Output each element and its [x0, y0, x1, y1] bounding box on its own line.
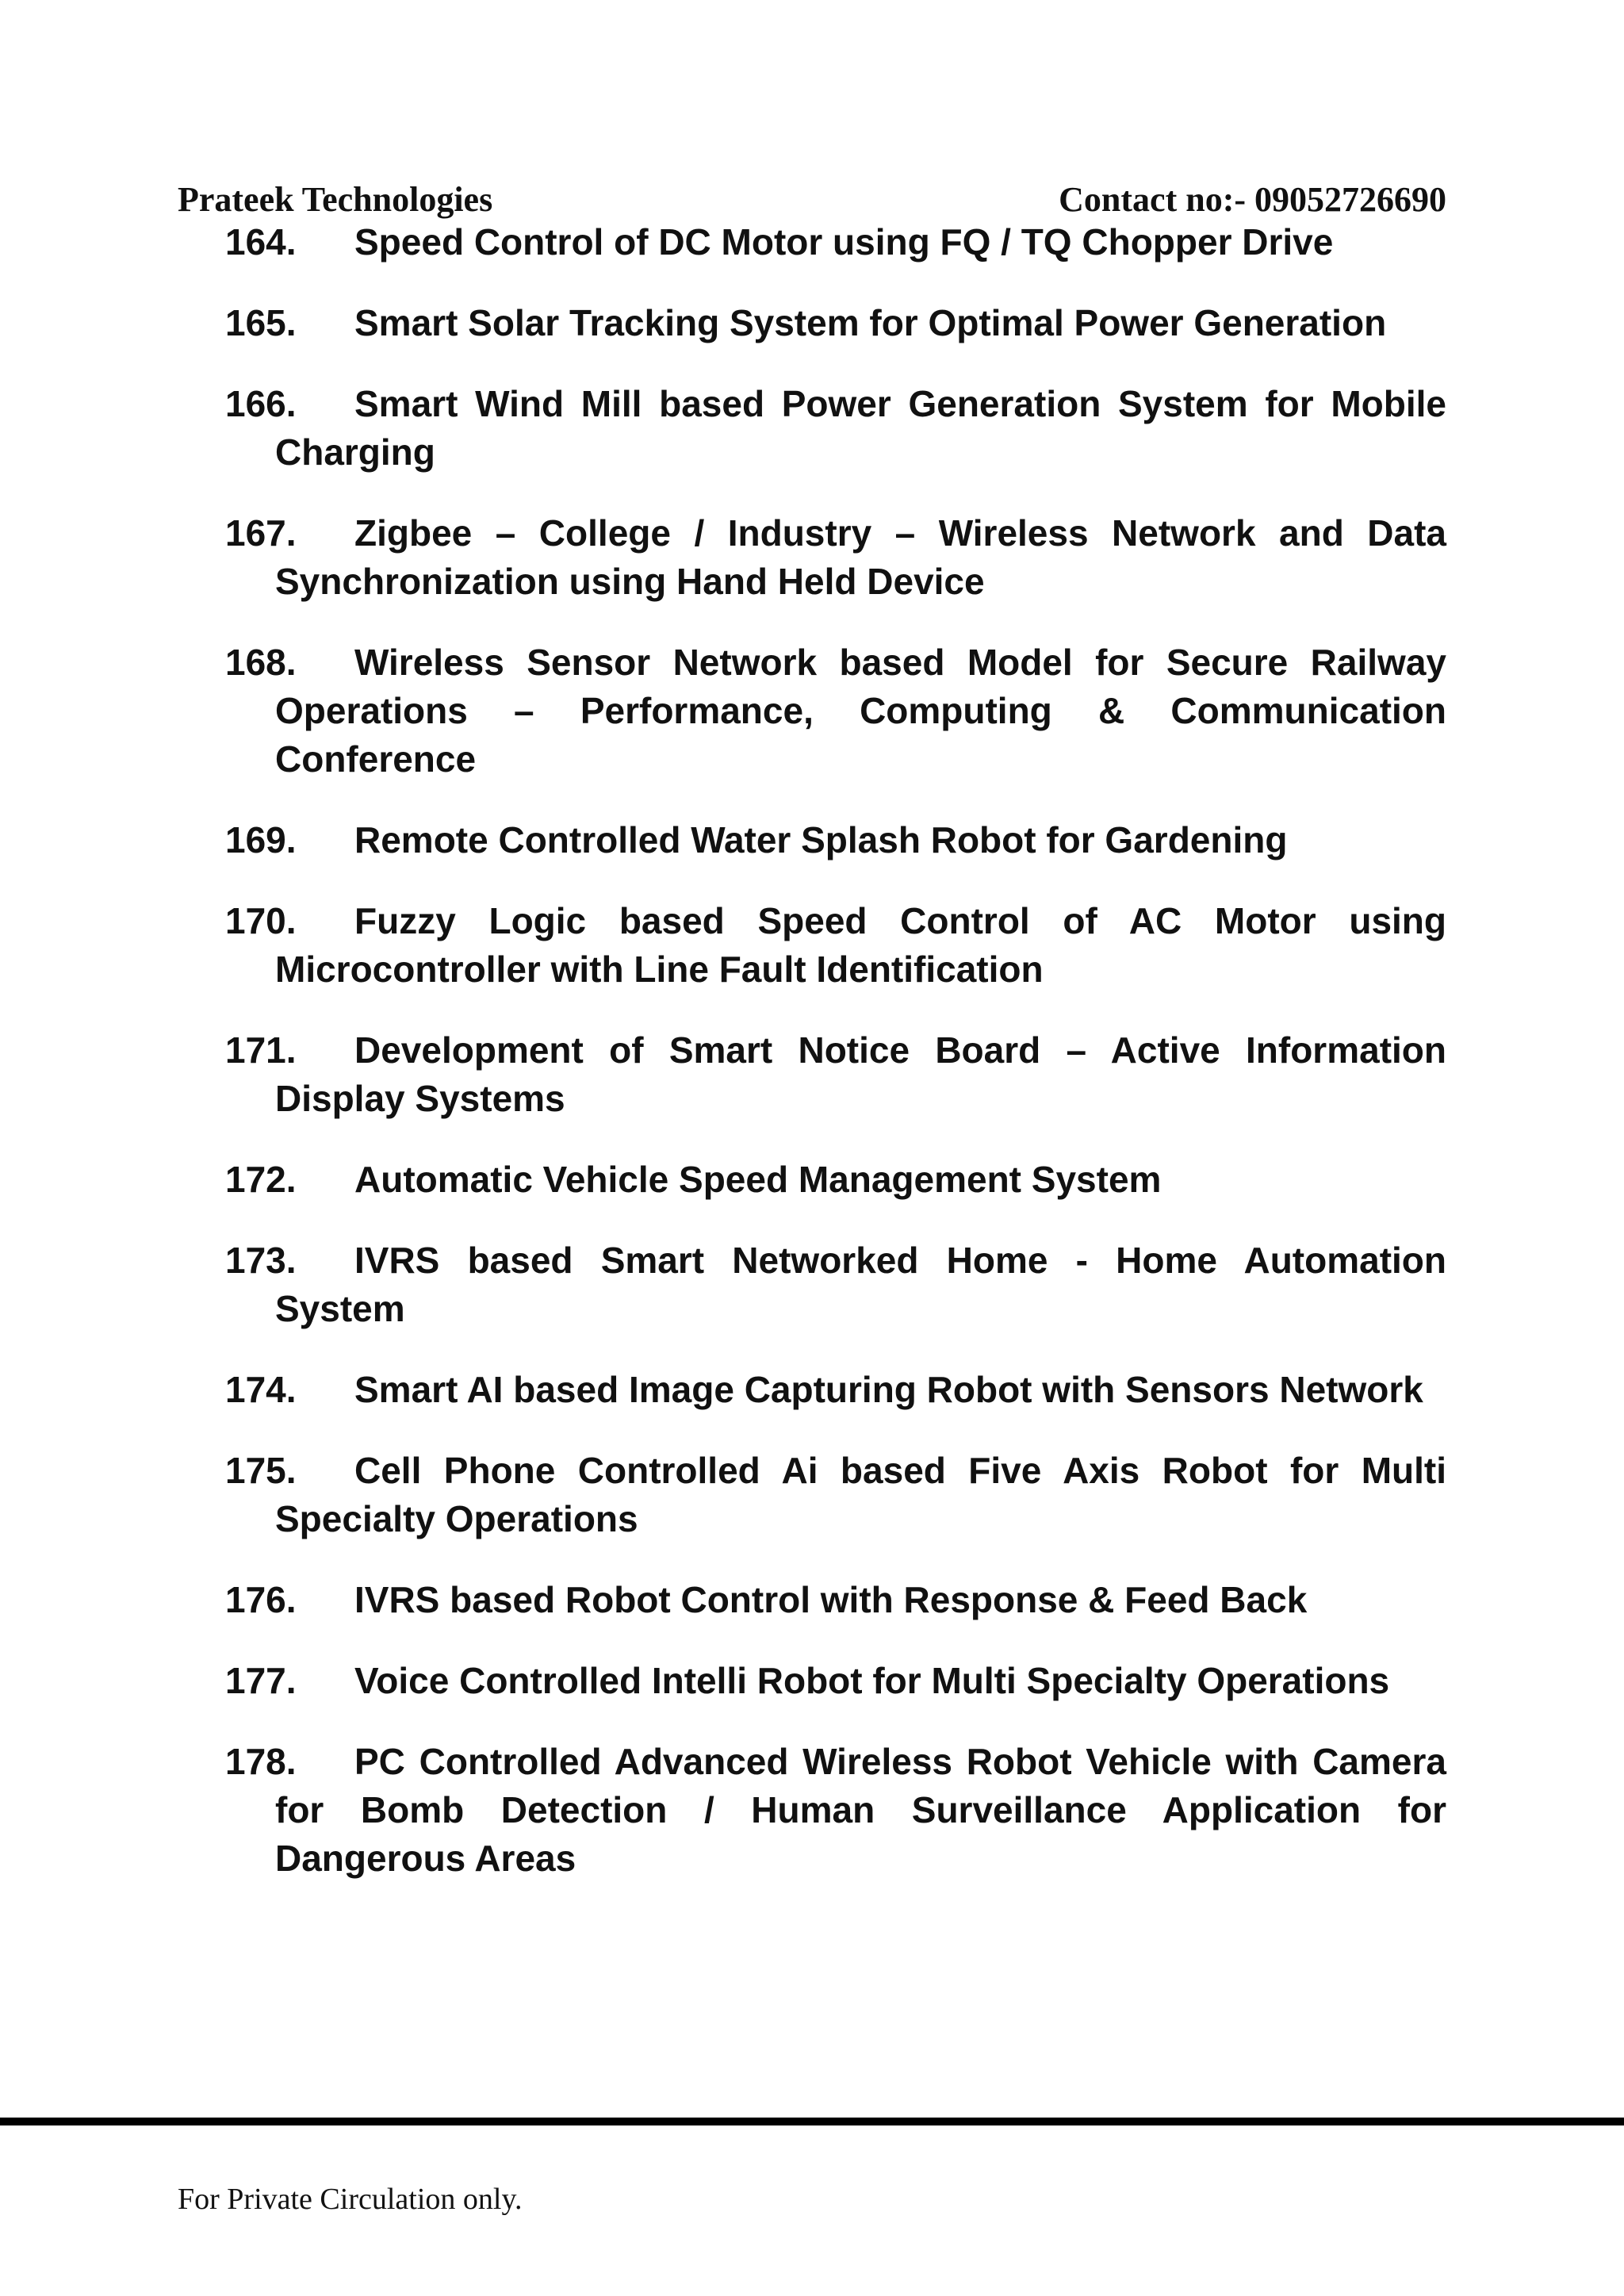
item-title: Voice Controlled Intelli Robot for Multi Specialty Operations: [354, 1660, 1390, 1701]
list-item: [225, 1447, 1446, 1543]
page-header: [178, 176, 1446, 224]
item-number: 169.: [225, 819, 297, 861]
item-title: Cell Phone Controlled Ai based Five Axis Robot for Multi Specialty Operations: [275, 1450, 1446, 1539]
item-number: 168.: [225, 642, 297, 683]
item-title: Smart Solar Tracking System for Optimal Power Generation: [354, 302, 1387, 343]
project-list: [225, 218, 1446, 1915]
item-number: 175.: [225, 1450, 297, 1491]
list-item: [225, 638, 1446, 784]
list-item: [225, 380, 1446, 477]
item-title: Smart AI based Image Capturing Robot with Sensors Network: [354, 1369, 1423, 1410]
company-name: Prateek Technologies: [178, 180, 493, 219]
item-title: Development of Smart Notice Board – Active Information Display Systems: [275, 1029, 1446, 1119]
footer-divider: [0, 2118, 1624, 2125]
item-number: 173.: [225, 1240, 297, 1281]
item-title: Wireless Sensor Network based Model for Secure Railway Operations – Performance, Computing & Communication Conference: [275, 642, 1446, 780]
list-item: [225, 897, 1446, 994]
list-item: [225, 1026, 1446, 1123]
item-number: 178.: [225, 1741, 297, 1782]
list-item: [225, 509, 1446, 606]
item-number: 166.: [225, 383, 297, 424]
item-title: IVRS based Robot Control with Response & Feed Back: [354, 1579, 1308, 1620]
item-number: 171.: [225, 1029, 297, 1071]
item-number: 176.: [225, 1579, 297, 1620]
list-item: [225, 299, 1446, 347]
list-item: [225, 1156, 1446, 1204]
page-footer: For Private Circulation only.: [178, 2183, 523, 2216]
list-item: [225, 1366, 1446, 1414]
item-title: IVRS based Smart Networked Home - Home Automation System: [275, 1240, 1446, 1329]
item-number: 177.: [225, 1660, 297, 1701]
item-number: 170.: [225, 900, 297, 941]
list-item: [225, 1738, 1446, 1883]
list-item: [225, 1236, 1446, 1333]
contact-number: Contact no:- 09052726690: [1059, 180, 1446, 219]
item-number: 172.: [225, 1159, 297, 1200]
item-number: 167.: [225, 512, 297, 554]
item-title: Remote Controlled Water Splash Robot for Gardening: [354, 819, 1288, 861]
list-item: [225, 1657, 1446, 1705]
item-number: 164.: [225, 221, 297, 263]
list-item: [225, 816, 1446, 864]
item-number: 165.: [225, 302, 297, 343]
item-title: Smart Wind Mill based Power Generation System for Mobile Charging: [275, 383, 1446, 473]
list-item: [225, 1576, 1446, 1624]
item-number: 174.: [225, 1369, 297, 1410]
item-title: PC Controlled Advanced Wireless Robot Vehicle with Camera for Bomb Detection / Human Surveillance Application for Dangerous Areas: [275, 1741, 1446, 1879]
item-title: Automatic Vehicle Speed Management System: [354, 1159, 1162, 1200]
item-title: Fuzzy Logic based Speed Control of AC Motor using Microcontroller with Line Fault Identification: [275, 900, 1446, 990]
item-title: Speed Control of DC Motor using FQ / TQ Chopper Drive: [354, 221, 1334, 263]
item-title: Zigbee – College / Industry – Wireless Network and Data Synchronization using Hand Held Device: [275, 512, 1446, 602]
list-item: [225, 218, 1446, 266]
